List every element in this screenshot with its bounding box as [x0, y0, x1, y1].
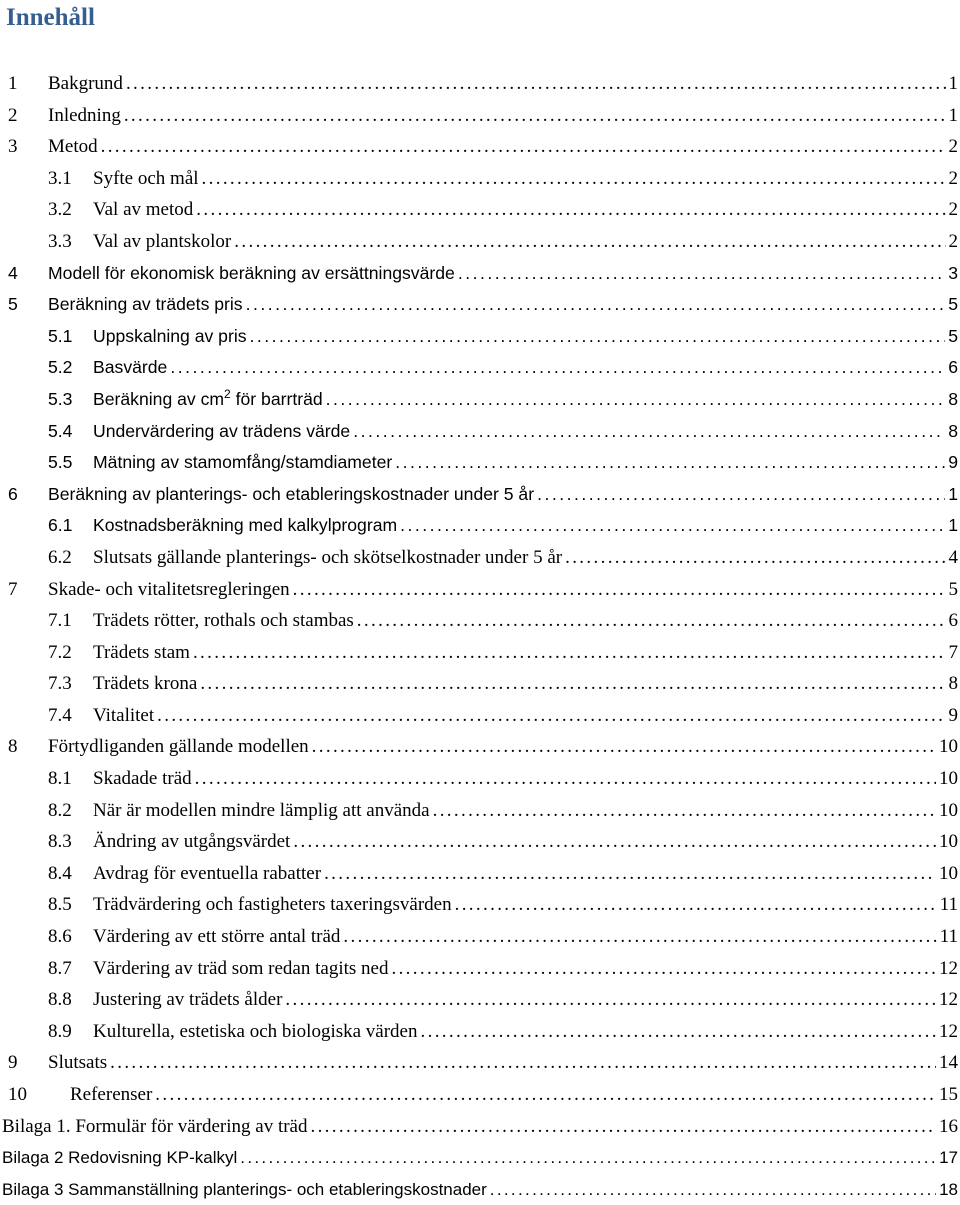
dot-leader: [285, 984, 936, 1016]
dot-leader: [326, 384, 946, 416]
toc-entry[interactable]: [0, 542, 960, 574]
toc-entry-number: 8.3: [48, 826, 72, 858]
toc-entry-label: Skade- och vitalitetsregleringen: [48, 574, 290, 606]
toc-entry-label: Trädets stam: [93, 637, 190, 669]
dot-leader: [391, 953, 936, 985]
toc-entry-label: Ändring av utgångsvärdet: [93, 826, 290, 858]
toc-entry-page-number: 5: [948, 289, 960, 321]
toc-entry-page-number: 17: [939, 1142, 960, 1174]
toc-entry-page-number: 9: [949, 700, 960, 732]
dot-leader: [421, 1016, 937, 1048]
superscript: 2: [224, 387, 231, 401]
toc-entry-number: 7.4: [48, 700, 72, 732]
toc-entry-number: 8.8: [48, 984, 72, 1016]
toc-entry-label: Kulturella, estetiska och biologiska värden: [93, 1016, 418, 1048]
toc-entry-number: 7.1: [48, 605, 72, 637]
toc-entry-page-number: 6: [948, 352, 960, 384]
toc-entry-page-number: 8: [948, 416, 960, 448]
dot-leader: [400, 510, 945, 542]
toc-entry-number: 5.4: [48, 416, 72, 448]
toc-entry-page-number: 1: [949, 68, 960, 100]
toc-entry-label: Syfte och mål: [93, 163, 199, 195]
dot-leader: [537, 479, 945, 511]
dot-leader: [293, 826, 936, 858]
toc-entry-number: 5.1: [48, 321, 72, 353]
toc-entry-page-number: 7: [949, 637, 960, 669]
toc-entry-page-number: 1: [948, 479, 960, 511]
toc-entry-number: 6.1: [48, 510, 72, 542]
toc-entry[interactable]: [0, 826, 960, 858]
toc-entry[interactable]: [0, 858, 960, 890]
dot-leader: [353, 416, 945, 448]
toc-entry-page-number: 10: [939, 826, 960, 858]
dot-leader: [250, 321, 946, 353]
toc-entry-number: 3.1: [48, 163, 72, 195]
toc-entry-number: 8.6: [48, 921, 72, 953]
toc-entry-label: Bilaga 1. Formulär för värdering av träd: [2, 1111, 307, 1143]
toc-entry-label: Slutsats: [48, 1047, 107, 1079]
toc-entry[interactable]: [0, 700, 960, 732]
toc-entry[interactable]: [0, 1142, 960, 1174]
toc-entry-number: 8.7: [48, 953, 72, 985]
toc-entry[interactable]: [0, 1111, 960, 1143]
toc-entry-number: 6.2: [48, 542, 72, 574]
toc-entry-number: 8: [8, 731, 18, 763]
dot-leader: [195, 763, 936, 795]
toc-entry-number: 5.5: [48, 447, 72, 479]
toc-entry-number: 8.4: [48, 858, 72, 890]
toc-entry-page-number: 8: [949, 668, 960, 700]
dot-leader: [202, 163, 946, 195]
toc-entry-number: 4: [8, 258, 18, 290]
toc-entry-label: Justering av trädets ålder: [93, 984, 282, 1016]
toc-entry[interactable]: [0, 384, 960, 416]
dot-leader: [196, 194, 945, 226]
toc-entry-page-number: 18: [939, 1174, 960, 1205]
toc-entry-page-number: 3: [948, 258, 960, 290]
toc-entry-label: Inledning: [48, 100, 121, 132]
toc-entry[interactable]: [0, 352, 960, 384]
dot-leader: [343, 921, 936, 953]
toc-entry-page-number: 11: [940, 889, 960, 921]
toc-entry-label: Trädvärdering och fastigheters taxeringsvärden: [93, 889, 452, 921]
toc-entry-page-number: 5: [948, 321, 960, 353]
toc-entry-number: 3.3: [48, 226, 72, 258]
toc-entry-number: 7: [8, 574, 18, 606]
toc-entry-number: 5.3: [48, 384, 72, 416]
toc-entry-page-number: 11: [940, 921, 960, 953]
toc-entry-page-number: 9: [948, 447, 960, 479]
toc-entry-page-number: 2: [949, 194, 960, 226]
toc-entry-label: Basvärde: [93, 352, 167, 384]
dot-leader: [110, 1047, 936, 1079]
toc-entry-label: [93, 384, 323, 416]
toc-entry[interactable]: [0, 763, 960, 795]
table-of-contents: [0, 68, 960, 1205]
toc-entry[interactable]: [0, 637, 960, 669]
dot-leader: [124, 100, 946, 132]
toc-entry[interactable]: [0, 605, 960, 637]
dot-leader: [490, 1174, 936, 1205]
toc-entry-page-number: 12: [939, 984, 960, 1016]
toc-entry-number: 7.2: [48, 637, 72, 669]
toc-entry-label: Avdrag för eventuella rabatter: [93, 858, 321, 890]
toc-entry-label: Bilaga 2 Redovisning KP-kalkyl: [2, 1142, 237, 1174]
dot-leader: [357, 605, 946, 637]
toc-entry-label: Trädets krona: [93, 668, 197, 700]
toc-entry-page-number: 2: [949, 163, 960, 195]
toc-entry-label: Värdering av ett större antal träd: [93, 921, 340, 953]
toc-entry-number: 8.9: [48, 1016, 72, 1048]
dot-leader: [458, 258, 945, 290]
toc-entry[interactable]: [0, 731, 960, 763]
toc-entry-label-text: Beräkning av cm: [93, 389, 224, 409]
dot-leader: [193, 637, 946, 669]
toc-entry-number: 5: [8, 289, 18, 321]
dot-leader: [240, 1142, 936, 1174]
toc-entry-number: 8.2: [48, 795, 72, 827]
toc-entry-number: 8.5: [48, 889, 72, 921]
toc-entry-label: Beräkning av trädets pris: [48, 289, 243, 321]
toc-entry-number: 3: [8, 131, 18, 163]
toc-entry-page-number: 12: [939, 953, 960, 985]
toc-entry-label: Beräkning av planterings- och etableringskostnader under 5 år: [48, 479, 534, 511]
dot-leader: [200, 668, 945, 700]
toc-entry[interactable]: [0, 1174, 960, 1205]
dot-leader: [246, 289, 946, 321]
toc-entry-label: Undervärdering av trädens värde: [93, 416, 350, 448]
toc-entry[interactable]: [0, 1016, 960, 1048]
toc-entry-label: Modell för ekonomisk beräkning av ersättningsvärde: [48, 258, 455, 290]
dot-leader: [234, 226, 945, 258]
toc-entry[interactable]: [0, 921, 960, 953]
toc-entry-page-number: 2: [949, 131, 960, 163]
toc-entry-page-number: 10: [939, 731, 960, 763]
toc-entry[interactable]: [0, 131, 960, 163]
toc-entry-label: Uppskalning av pris: [93, 321, 247, 353]
dot-leader: [126, 68, 946, 100]
toc-entry-label: Slutsats gällande planterings- och skötselkostnader under 5 år: [93, 542, 562, 574]
toc-entry-label: Kostnadsberäkning med kalkylprogram: [93, 510, 397, 542]
toc-entry-label: När är modellen mindre lämplig att använda: [93, 795, 430, 827]
toc-entry[interactable]: [0, 795, 960, 827]
toc-entry-page-number: 15: [939, 1079, 960, 1111]
toc-entry-number: 3.2: [48, 194, 72, 226]
toc-entry[interactable]: [0, 416, 960, 448]
toc-entry-page-number: 14: [939, 1047, 960, 1079]
toc-entry[interactable]: [0, 1047, 960, 1079]
dot-leader: [157, 700, 945, 732]
toc-entry[interactable]: [0, 1079, 960, 1111]
toc-entry-label: Val av metod: [93, 194, 193, 226]
toc-entry-page-number: 1: [948, 510, 960, 542]
toc-entry[interactable]: [0, 289, 960, 321]
toc-entry-page-number: 8: [948, 384, 960, 416]
dot-leader: [324, 858, 936, 890]
toc-entry-label: Skadade träd: [93, 763, 192, 795]
toc-entry-number: 10: [8, 1079, 27, 1111]
toc-entry[interactable]: [0, 953, 960, 985]
dot-leader: [565, 542, 945, 574]
toc-entry-page-number: 2: [949, 226, 960, 258]
toc-entry-label: Vitalitet: [93, 700, 154, 732]
toc-entry-label: Värdering av träd som redan tagits ned: [93, 953, 388, 985]
toc-entry[interactable]: [0, 100, 960, 132]
toc-entry-label: Metod: [48, 131, 98, 163]
toc-entry-label-text: för barrträd: [231, 389, 323, 409]
dot-leader: [101, 131, 946, 163]
toc-entry-page-number: 16: [939, 1111, 960, 1143]
toc-entry-page-number: 4: [949, 542, 960, 574]
toc-entry[interactable]: [0, 226, 960, 258]
toc-entry[interactable]: [0, 163, 960, 195]
toc-entry-label: Trädets rötter, rothals och stambas: [93, 605, 354, 637]
toc-entry[interactable]: [0, 479, 960, 511]
toc-entry-number: 2: [8, 100, 18, 132]
toc-entry[interactable]: [0, 984, 960, 1016]
toc-entry[interactable]: [0, 510, 960, 542]
toc-entry-label: Referenser: [70, 1079, 152, 1111]
dot-leader: [455, 889, 937, 921]
toc-entry-label: Bakgrund: [48, 68, 123, 100]
toc-entry-page-number: 10: [939, 763, 960, 795]
dot-leader: [293, 574, 946, 606]
toc-entry-number: 7.3: [48, 668, 72, 700]
toc-entry[interactable]: [0, 889, 960, 921]
toc-entry-page-number: 1: [949, 100, 960, 132]
toc-entry-number: 9: [8, 1047, 18, 1079]
toc-entry-number: 8.1: [48, 763, 72, 795]
toc-entry[interactable]: [0, 447, 960, 479]
dot-leader: [155, 1079, 936, 1111]
toc-entry-label: Mätning av stamomfång/stamdiameter: [93, 447, 392, 479]
toc-entry-page-number: 6: [949, 605, 960, 637]
toc-entry-label: Bilaga 3 Sammanställning planterings- och etableringskostnader: [2, 1174, 487, 1205]
toc-entry[interactable]: [0, 321, 960, 353]
dot-leader: [395, 447, 945, 479]
toc-entry-number: 1: [8, 68, 18, 100]
toc-entry-number: 5.2: [48, 352, 72, 384]
dot-leader: [170, 352, 945, 384]
toc-entry[interactable]: [0, 68, 960, 100]
toc-entry-number: 6: [8, 479, 18, 511]
dot-leader: [433, 795, 936, 827]
toc-entry[interactable]: [0, 258, 960, 290]
toc-entry-page-number: 5: [949, 574, 960, 606]
toc-entry-page-number: 12: [939, 1016, 960, 1048]
page-title: Innehåll: [6, 2, 95, 34]
toc-entry-page-number: 10: [939, 795, 960, 827]
toc-entry-page-number: 10: [939, 858, 960, 890]
toc-entry[interactable]: [0, 668, 960, 700]
toc-entry[interactable]: [0, 194, 960, 226]
toc-entry-label: Förtydliganden gällande modellen: [48, 731, 309, 763]
toc-entry-label: Val av plantskolor: [93, 226, 231, 258]
dot-leader: [312, 731, 936, 763]
dot-leader: [310, 1111, 936, 1143]
toc-entry[interactable]: [0, 574, 960, 606]
